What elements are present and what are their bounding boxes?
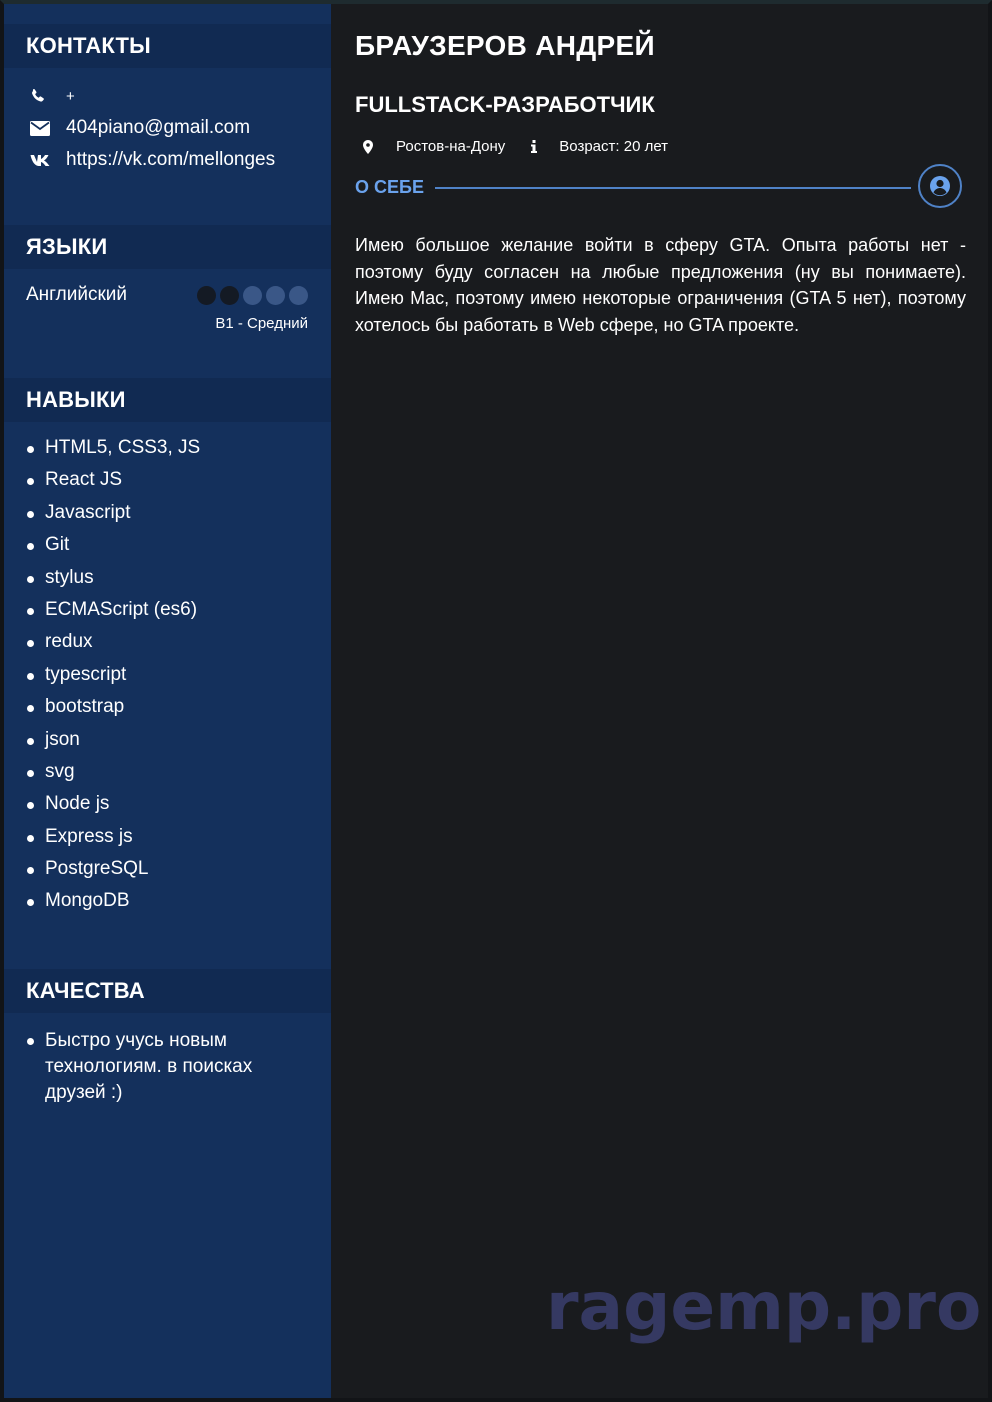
skill-item: PostgreSQL xyxy=(26,853,200,885)
about-section-header xyxy=(355,162,966,214)
skill-item: Node js xyxy=(26,788,200,820)
job-title: FULLSTACK-РАЗРАБОТЧИК xyxy=(355,92,655,117)
skill-item: HTML5, CSS3, JS xyxy=(26,432,200,464)
level-dot xyxy=(289,286,308,305)
qualities-section-title xyxy=(4,969,331,1013)
skill-item: svg xyxy=(26,756,200,788)
skills-section-title xyxy=(4,378,331,422)
info-icon xyxy=(531,140,559,153)
about-text: Имею большое желание войти в сферу GTA. Опыта работы нет - поэтому буду согласен на любые предложения (ну вы понимаете). Имею Mac, поэтому имею некоторые ограничения (GTA 5 нет), поэтому хотелось бы работать в Web сфере, но GTA проекте. xyxy=(355,235,966,335)
qualities-title: КАЧЕСТВА xyxy=(26,978,145,1003)
contact-email[interactable] xyxy=(30,112,275,144)
location-info xyxy=(363,138,505,155)
qualities-list xyxy=(26,1028,286,1106)
skill-item: bootstrap xyxy=(26,691,200,723)
contact-phone[interactable] xyxy=(30,80,275,112)
skill-item: ECMAScript (es6) xyxy=(26,594,200,626)
language-level-dots xyxy=(197,286,308,305)
level-dot xyxy=(266,286,285,305)
personal-meta xyxy=(363,138,668,155)
level-dot xyxy=(220,286,239,305)
contacts-section-title xyxy=(4,24,331,68)
skills-title: НАВЫКИ xyxy=(26,387,126,412)
level-dot xyxy=(197,286,216,305)
language-level: B1 - Средний xyxy=(215,315,308,332)
age-value: Возраст: 20 лет xyxy=(559,138,669,155)
contact-phone-value: + xyxy=(66,87,75,105)
contacts-title: КОНТАКТЫ xyxy=(26,33,151,58)
skill-item: MongoDB xyxy=(26,885,200,917)
envelope-icon xyxy=(30,121,66,136)
age-info xyxy=(531,138,668,155)
skill-item: React JS xyxy=(26,464,200,496)
contact-email-value: 404piano@gmail.com xyxy=(66,117,251,138)
sidebar xyxy=(4,4,331,1398)
about-divider xyxy=(435,187,911,189)
quality-item: Быстро учусь новым технологиям. в поисках друзей :) xyxy=(26,1028,286,1106)
location-value: Ростов-на-Дону xyxy=(396,138,506,155)
skill-item: typescript xyxy=(26,659,200,691)
contact-vk[interactable] xyxy=(30,144,275,176)
level-dot xyxy=(243,286,262,305)
languages-title: ЯЗЫКИ xyxy=(26,234,108,259)
skill-item: json xyxy=(26,724,200,756)
contact-vk-value: https://vk.com/mellonges xyxy=(66,149,276,170)
skill-item: redux xyxy=(26,626,200,658)
person-name: БРАУЗЕРОВ АНДРЕЙ xyxy=(355,30,655,61)
contacts-list xyxy=(30,80,275,176)
languages-section-title xyxy=(4,225,331,269)
skill-item: Javascript xyxy=(26,497,200,529)
skills-list xyxy=(26,432,200,918)
main-content xyxy=(331,4,988,1398)
skill-item: Git xyxy=(26,529,200,561)
language-name: Английский xyxy=(26,284,128,305)
skill-item: Express js xyxy=(26,821,200,853)
vk-icon xyxy=(30,154,66,167)
user-circle-icon xyxy=(918,164,962,208)
phone-icon xyxy=(30,88,66,104)
map-marker-icon xyxy=(363,140,396,154)
skill-item: stylus xyxy=(26,562,200,594)
watermark: ragemp.pro xyxy=(546,1268,982,1345)
about-title: О СЕБЕ xyxy=(355,177,424,197)
